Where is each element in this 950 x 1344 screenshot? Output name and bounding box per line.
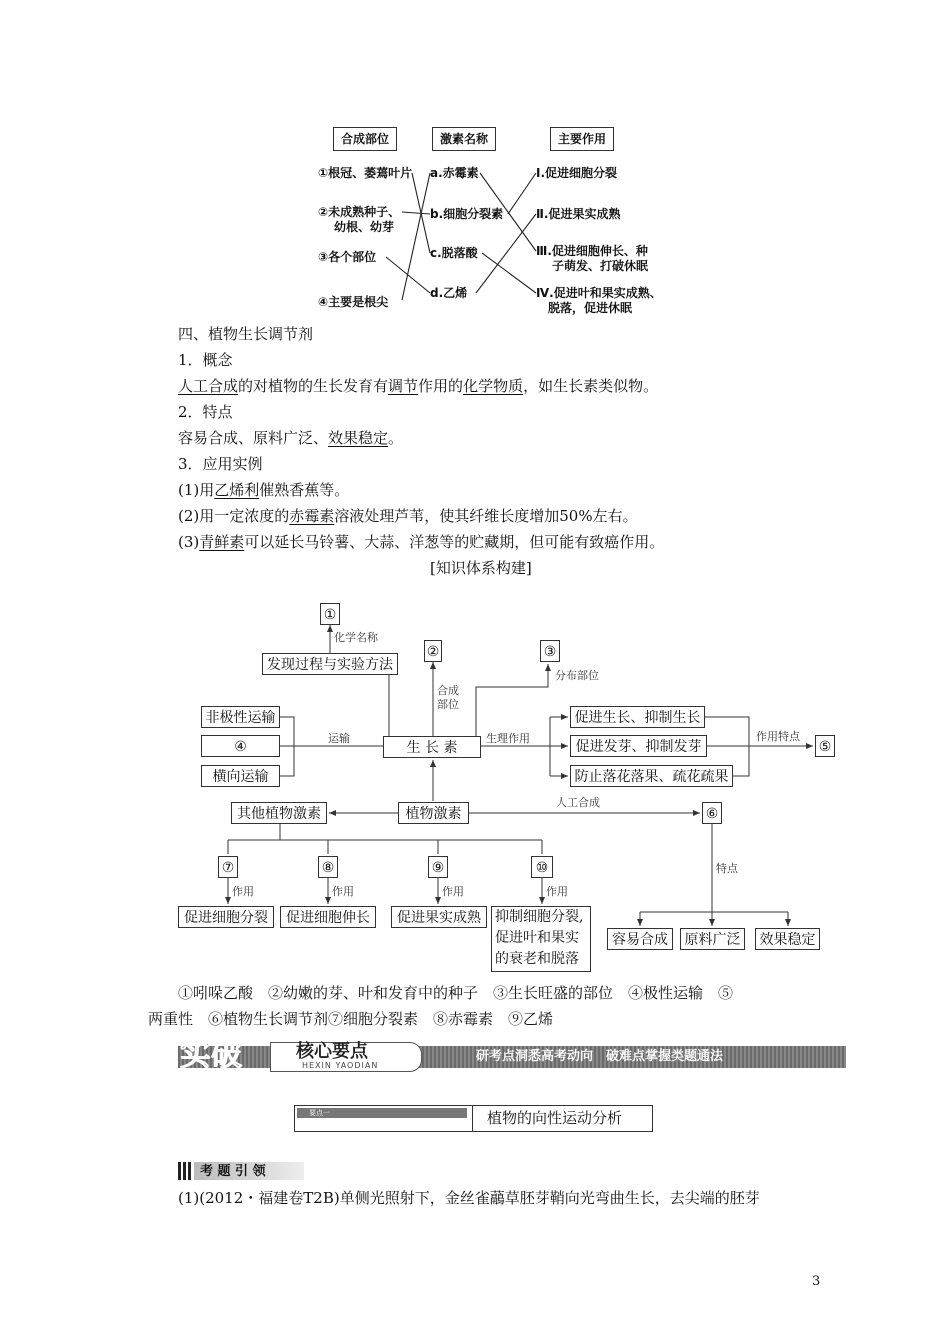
application-2: (2)用一定浓度的赤霉素溶液处理芦苇，使其纤维长度增加50%左右。 (178, 507, 638, 525)
header-main-function: 主要作用 (550, 127, 614, 151)
box-nonpolar-transport: 非极性运输 (201, 706, 280, 728)
site-4: ④主要是根尖 (318, 295, 389, 309)
hormone-b: b.细胞分裂素 (430, 207, 504, 221)
label-action-feature: 作用特点 (756, 730, 800, 743)
key-point-title: 植物的向性运动分析 (487, 1109, 623, 1127)
page-number: 3 (812, 1274, 821, 1289)
function-4b: 脱落，促进休眠 (548, 301, 633, 315)
blank-2: ② (424, 640, 442, 662)
box-wide-materials: 原料广泛 (680, 928, 745, 950)
box-promote-fruit-ripening: 促进果实成熟 (391, 906, 487, 928)
answer-ethephon: 乙烯利 (214, 481, 260, 499)
site-3: ③各个部位 (318, 250, 377, 264)
blank-5: ⑤ (815, 735, 835, 757)
label-physiological-function: 生理作用 (486, 732, 530, 745)
answer-chemical: 化学物质 (463, 377, 524, 395)
label-effect-8: 作用 (332, 885, 354, 898)
blank-10: ⑩ (531, 856, 553, 878)
banner-big-text: 实破 (180, 1037, 242, 1073)
box-other-hormones: 其他植物激素 (231, 802, 327, 824)
label-synthesis: 合成 (437, 684, 459, 697)
label-effect-10: 作用 (546, 885, 568, 898)
answer-regulate: 调节 (388, 377, 419, 395)
blank-7: ⑦ (218, 856, 238, 878)
answer-maleic-hydrazide: 青鲜素 (199, 533, 245, 551)
answers-line-1: ①吲哚乙酸 ②幼嫩的芽、叶和发育中的种子 ③生长旺盛的部位 ④极性运输 ⑤ (178, 984, 734, 1002)
hormone-c: c.脱落酸 (430, 246, 478, 260)
banner-title: 核心要点 (296, 1041, 368, 1062)
box-discovery-process: 发现过程与实验方法 (262, 653, 398, 675)
application-1: (1)用乙烯利催熟香蕉等。 (178, 481, 350, 499)
key-point-tag: 要点一 (309, 1109, 330, 1117)
heading-applications: 3．应用实例 (178, 455, 263, 473)
box-promote-inhibit-germination: 促进发芽、抑制发芽 (570, 735, 707, 757)
label-transport: 运输 (328, 732, 350, 745)
concept-paragraph: 人工合成的对植物的生长发育有调节作用的化学物质，如生长素类似物。 (178, 377, 659, 395)
blank-3: ③ (540, 640, 560, 662)
exam-question-1: (1)(2012・福建卷T2B)单侧光照射下，金丝雀虉草胚芽鞘向光弯曲生长，去尖端的胚芽 (178, 1189, 760, 1207)
blank-6: ⑥ (702, 802, 722, 824)
label-effect-9: 作用 (442, 885, 464, 898)
header-synthesis-site: 合成部位 (333, 127, 397, 151)
section-title: 四、植物生长调节剂 (178, 325, 314, 343)
function-2: Ⅱ.促进果实成熟 (536, 207, 621, 221)
blank-1: ① (320, 603, 340, 625)
box-stable-effect: 效果稳定 (755, 928, 820, 950)
label-effect-7: 作用 (232, 885, 254, 898)
knowledge-system-title: [知识体系构建] (430, 559, 532, 577)
heading-features: 2．特点 (178, 403, 233, 421)
answer-gibberellin: 赤霉素 (289, 507, 335, 525)
key-point-divider (472, 1106, 473, 1131)
hormone-d: d.乙烯 (430, 286, 468, 300)
answers-line-2: 两重性 ⑥植物生长调节剂⑦细胞分裂素 ⑧赤霉素 ⑨乙烯 (148, 1010, 554, 1028)
box-prevent-thin-flowers: 防止落花落果、疏花疏果 (570, 765, 733, 787)
site-2: ②未成熟种子、 (318, 205, 401, 219)
hormone-a: a.赤霉素 (430, 166, 479, 180)
features-paragraph: 容易合成、原料广泛、效果稳定。 (178, 429, 404, 447)
exam-guide-stripes (178, 1162, 192, 1180)
label-synthesis-site: 部位 (437, 698, 459, 711)
key-point-box (294, 1105, 653, 1132)
exam-guide-label: 考 题 引 领 (200, 1164, 266, 1179)
box-easy-synthesis: 容易合成 (607, 928, 673, 950)
heading-concept: 1．概念 (178, 351, 233, 369)
answer-artificial-synthesis: 人工合成 (178, 377, 239, 395)
box-promote-cell-elongation: 促进细胞伸长 (280, 906, 376, 928)
banner-slogan: 研考点洞悉高考动向 破难点掌握类题通法 (476, 1049, 724, 1064)
application-3: (3)青鲜素可以延长马铃薯、大蒜、洋葱等的贮藏期，但可能有致癌作用。 (178, 533, 665, 551)
site-1: ①根冠、萎蔫叶片 (318, 166, 413, 180)
blank-8: ⑧ (318, 856, 338, 878)
label-chemical-name: 化学名称 (334, 631, 378, 644)
box-promote-cell-division: 促进细胞分裂 (178, 906, 274, 928)
box-abscisic-effects: 抑制细胞分裂, 促进叶和果实 的衰老和脱落 (491, 906, 591, 972)
exam-guide-header (178, 1161, 308, 1181)
blank-4: ④ (201, 735, 280, 757)
box-promote-inhibit-growth: 促进生长、抑制生长 (570, 706, 705, 728)
function-3: Ⅲ.促进细胞伸长、种 (536, 244, 648, 258)
label-distribution-site: 分布部位 (555, 669, 599, 682)
banner-pinyin: HEXIN YAODIAN (302, 1061, 379, 1070)
label-features: 特点 (716, 862, 738, 875)
site-2b: 幼根、幼芽 (334, 220, 395, 234)
section-banner (178, 1037, 846, 1073)
function-3b: 子萌发、打破休眠 (552, 259, 649, 273)
box-lateral-transport: 横向运输 (201, 765, 280, 787)
function-4: Ⅳ.促进叶和果实成熟、 (536, 286, 662, 300)
label-artificial-synthesis: 人工合成 (556, 796, 600, 809)
box-plant-hormones: 植物激素 (398, 802, 469, 824)
answer-stable-effect: 效果稳定 (328, 429, 389, 447)
function-1: Ⅰ.促进细胞分裂 (536, 166, 618, 180)
box-auxin: 生 长 素 (383, 736, 481, 758)
header-hormone-name: 激素名称 (432, 127, 496, 151)
blank-9: ⑨ (428, 856, 448, 878)
